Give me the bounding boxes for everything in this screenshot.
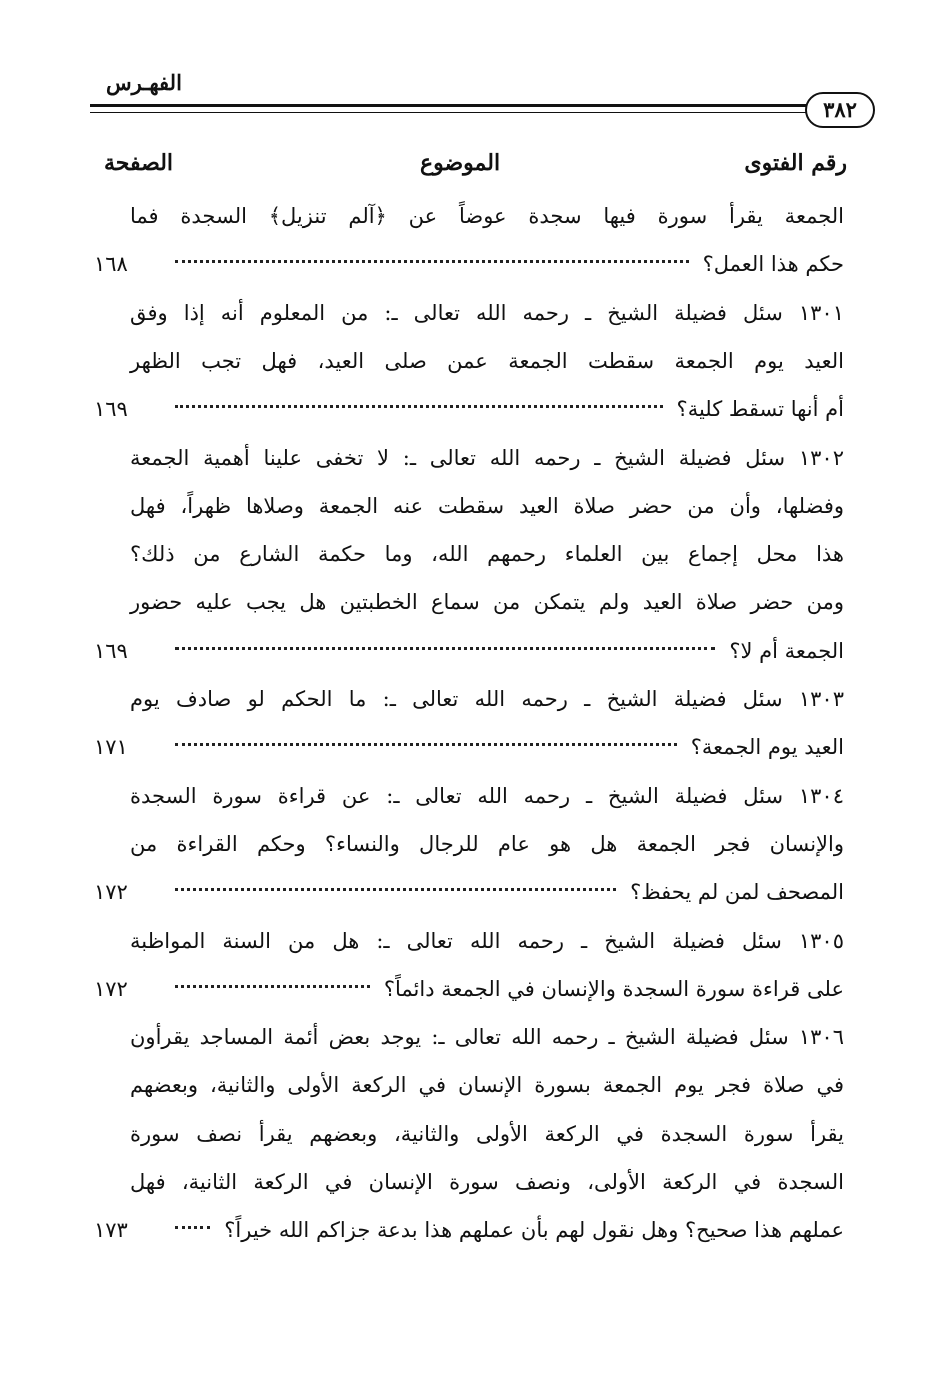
page-number-badge: ٣٨٢ (805, 92, 875, 128)
index-line-text: السجدة في الركعة الأولى، ونصف سورة الإنسان في الركعة الثانية، فهل (130, 1170, 844, 1194)
page-reference: ١٧٢ (94, 880, 128, 904)
index-line (0, 1210, 947, 1254)
index-line-text: والإنسان فجر الجمعة هل هو عام للرجال والنساء؟ وحكم القراءة من (130, 832, 844, 856)
index-line (0, 244, 947, 288)
page-reference: ١٦٩ (94, 397, 128, 421)
index-line (0, 727, 947, 771)
index-line-text: الجمعة أم لا؟ (729, 639, 844, 663)
index-line (0, 438, 947, 482)
header-rule-thin (90, 112, 827, 113)
index-line-text: ١٣٠٦ سئل فضيلة الشيخ ـ رحمه الله تعالى ـ: يوجد بعض أئمة المساجد يقرأون (130, 1025, 844, 1049)
leader-dots (175, 981, 370, 988)
index-line-text: ١٣٠١ سئل فضيلة الشيخ ـ رحمه الله تعالى ـ: من المعلوم أنه إذا وفق (130, 301, 844, 325)
column-header-fatwa-number: رقم الفتوى (744, 150, 847, 176)
index-line (0, 1017, 947, 1061)
index-line-text: ١٣٠٥ سئل فضيلة الشيخ ـ رحمه الله تعالى ـ: هل من السنة المواظبة (130, 929, 844, 953)
index-line (0, 679, 947, 723)
index-line-text: ١٣٠٤ سئل فضيلة الشيخ ـ رحمه الله تعالى ـ: عن قراءة سورة السجدة (130, 784, 844, 808)
index-line-text: العيد يوم الجمعة سقطت الجمعة عمن صلى العيد، فهل تجب الظهر (130, 349, 844, 373)
index-line (0, 776, 947, 820)
index-line-text: أم أنها تسقط كلية؟ (676, 397, 844, 421)
index-line-text: وفضلها، وأن من حضر صلاة العيد سقطت عنه الجمعة وصلاها ظهراً، فهل (130, 494, 844, 518)
leader-dots (175, 884, 616, 891)
leader-dots (175, 739, 677, 746)
index-line-text: عملهم هذا صحيح؟ وهل نقول لهم بأن عملهم هذا بدعة جزاكم الله خيراً؟ (224, 1218, 844, 1242)
index-line (0, 824, 947, 868)
index-line-text: المصحف لمن لم يحفظ؟ (630, 880, 844, 904)
header-rule-thick (90, 104, 827, 107)
index-line (0, 1065, 947, 1109)
index-line-text: العيد يوم الجمعة؟ (690, 735, 844, 759)
index-line (0, 534, 947, 578)
index-line (0, 921, 947, 965)
leader-dots (175, 401, 663, 408)
leader-dots (175, 1222, 210, 1229)
running-title: الفهـرس (106, 70, 182, 95)
index-line-text: يقرأ سورة السجدة في الركعة الأولى والثانية، وبعضهم يقرأ نصف سورة (130, 1122, 844, 1146)
index-line (0, 341, 947, 385)
index-line-text: ١٣٠٢ سئل فضيلة الشيخ ـ رحمه الله تعالى ـ: لا تخفى علينا أهمية الجمعة (130, 446, 844, 470)
column-header-topic: الموضوع (420, 150, 501, 176)
index-line (0, 1114, 947, 1158)
index-line-text: الجمعة يقرأ سورة فيها سجدة عوضاً عن ﴿آلم تنزيل﴾ السجدة فما (130, 204, 844, 228)
page-reference: ١٦٨ (94, 252, 128, 276)
index-line (0, 486, 947, 530)
page-reference: ١٧٢ (94, 977, 128, 1001)
index-line-text: ومن حضر صلاة العيد ولم يتمكن من سماع الخطبتين هل يجب عليه حضور (130, 590, 844, 614)
index-line (0, 389, 947, 433)
index-line (0, 631, 947, 675)
index-line-text: حكم هذا العمل؟ (702, 252, 844, 276)
index-line-text: على قراءة سورة السجدة والإنسان في الجمعة دائماً؟ (383, 977, 844, 1001)
index-line (0, 872, 947, 916)
index-line (0, 969, 947, 1013)
column-header-page: الصفحة (104, 150, 174, 176)
index-line-text: هذا محل إجماع بين العلماء رحمهم الله، وما حكمة الشارع من ذلك؟ (130, 542, 844, 566)
page-reference: ١٦٩ (94, 639, 128, 663)
index-line-text: في صلاة فجر يوم الجمعة بسورة الإنسان في الركعة الأولى والثانية، وبعضهم (130, 1073, 844, 1097)
index-line (0, 293, 947, 337)
index-line (0, 1162, 947, 1206)
leader-dots (175, 643, 715, 650)
index-line (0, 196, 947, 240)
page-reference: ١٧٣ (94, 1218, 128, 1242)
index-line-text: ١٣٠٣ سئل فضيلة الشيخ ـ رحمه الله تعالى ـ: ما الحكم لو صادف يوم (130, 687, 844, 711)
index-line (0, 582, 947, 626)
page-reference: ١٧١ (94, 735, 128, 759)
leader-dots (175, 256, 689, 263)
